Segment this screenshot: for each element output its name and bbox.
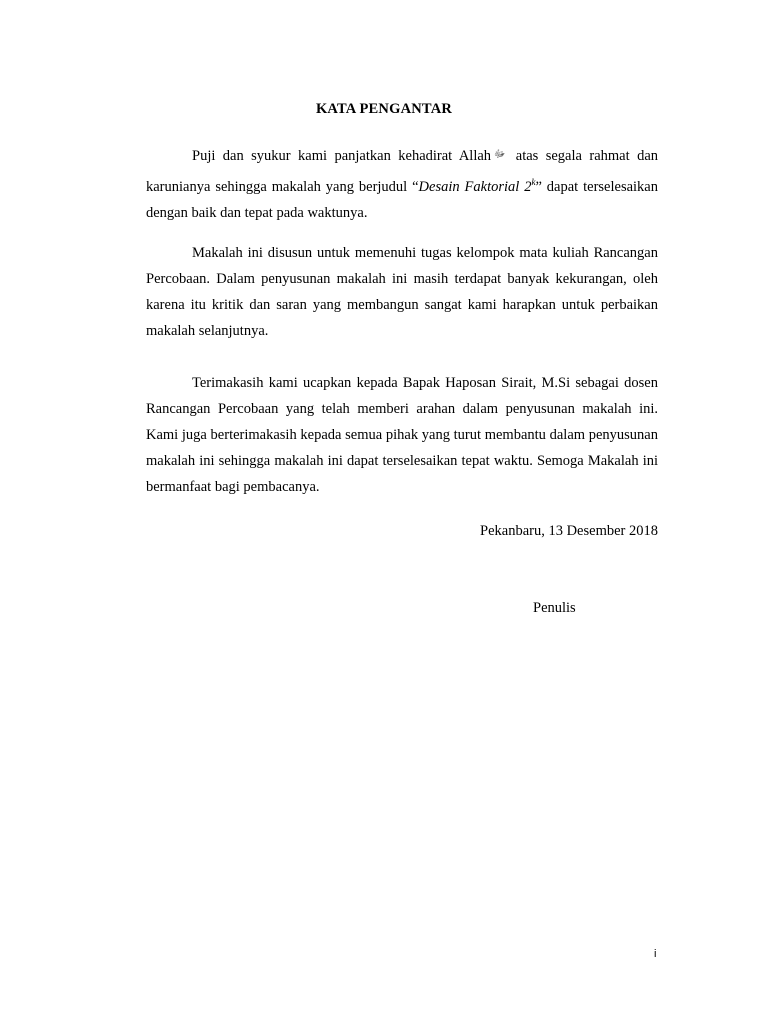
allah-honorific-glyph: ﷻ <box>494 149 506 160</box>
makalah-title-text: Desain Faktorial 2 <box>418 179 532 195</box>
page-number: i <box>654 948 657 960</box>
paragraph-2 <box>146 240 658 344</box>
makalah-title-superscript: k <box>531 177 536 187</box>
paragraph-1-text-a: Puji dan syukur kami panjatkan kehadirat Allah <box>192 148 492 164</box>
paragraph-1-text-b: atas segala rahmat dan karunianya sehingga makalah yang berjudul “ <box>146 148 659 195</box>
paragraph-3 <box>146 370 658 500</box>
makalah-title <box>419 179 536 195</box>
paragraph-1-text-c: ” dapat terselesaikan dengan baik dan tepat pada waktunya. <box>146 179 658 221</box>
paragraph-1 <box>146 142 658 226</box>
signer-name: Penulis <box>533 600 576 616</box>
page-title: KATA PENGANTAR <box>315 101 453 117</box>
date-line: Pekanbaru, 13 Desember 2018 <box>480 523 658 539</box>
paragraph-3-text: Terimakasih kami ucapkan kepada Bapak Haposan Sirait, M.Si sebagai dosen Rancangan Percobaan yang telah memberi arahan dalam penyusunan makalah ini. Kami juga berterimakasih kepada semua pihak yang turut membantu dalam penyusunan makalah ini sehingga makalah ini dapat terselesaikan tepat waktu. Semoga Makalah ini bermanfaat bagi pembacanya. <box>146 375 658 495</box>
paragraph-2-text: Makalah ini disusun untuk memenuhi tugas kelompok mata kuliah Rancangan Percobaan. Dalam penyusunan makalah ini masih terdapat banyak kekurangan, oleh karena itu kritik dan saran yang membangun sangat kami harapkan untuk perbaikan makalah selanjutnya. <box>146 245 658 339</box>
